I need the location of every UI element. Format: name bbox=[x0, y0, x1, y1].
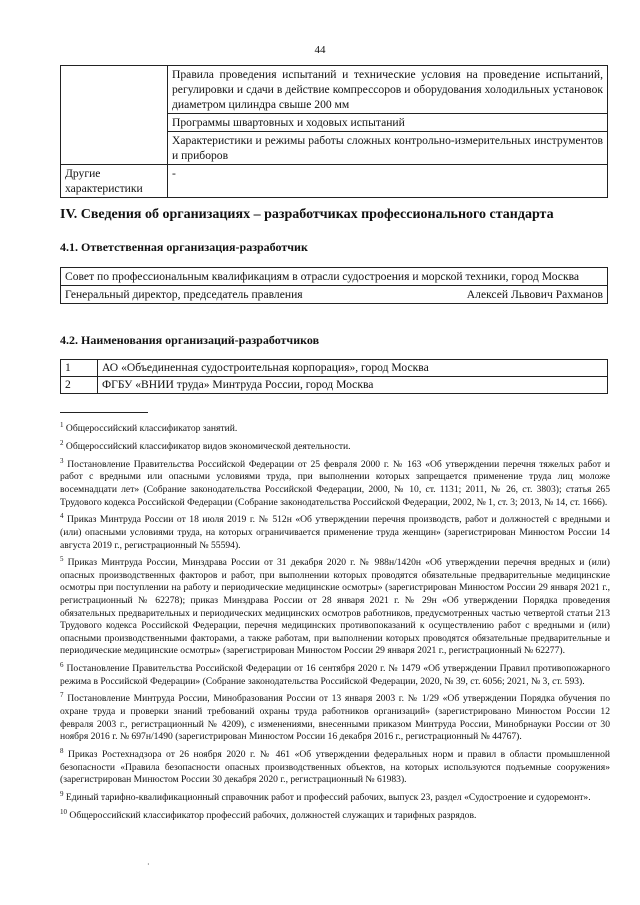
footnote: $^3$ Постановление Правительства Российской Федерации от 25 февраля 2000 г. № 163 «Об утверждении перечня тяжелых работ и работ с вредными или опасными условиями труда, при выполнении которых запрещается применение труда лиц моложе восемнадцати лет» (Собрание законодательства Российской Федерации, 2000, № 10, ст. 1131; 2011, № 26, ст. 3803); статья 265 Трудового кодекса Российской Федерации (Собрание законодательства Российской Федерации, 2002, № 1, ст. 3; 2013, № 14, ст. 1666). bbox=[60, 456, 610, 508]
footnote: $^4$ Приказ Минтруда России от 18 июля 2019 г. № 512н «Об утверждении перечня производств, работ и должностей с вредными и (или) опасными условиями труда, на которых ограничивается применение труда женщин» (зарегистрирован Минюстом России 14 августа 2019 г., регистрационный № 55594). bbox=[60, 512, 610, 551]
footnote: $^{10}$ Общероссийский классификатор профессий рабочих, должностей служащих и тарифных разрядов. bbox=[60, 807, 477, 821]
org-name: АО «Объединенная судостроительная корпорация», город Москва bbox=[98, 360, 608, 377]
developer-orgs-table bbox=[60, 359, 608, 394]
footnote: $^1$ Общероссийский классификатор занятий. bbox=[60, 421, 238, 435]
table-row bbox=[61, 377, 608, 394]
director-name: Алексей Львович Рахманов bbox=[466, 288, 603, 301]
footnote: $^2$ Общероссийский классификатор видов экономической деятельности. bbox=[60, 438, 351, 452]
footnote: $^7$ Постановление Минтруда России, Минобразования России от 13 января 2003 г. № 1/29 «Об утверждении Порядка обучения по охране труда и проверки знаний требований охраны труда работников организаций» (зарегистрировано Минюстом России 12 февраля 2003 г., регистрационный № 4209), с изменениями, внесенными приказом Минтруда России, Минобрнауки России от 30 ноября 2016 г. № 697н/1490 (зарегистрирован Минюстом России 16 декабря 2016 г., регистрационный № 44767). bbox=[60, 691, 610, 743]
footnote: $^9$ Единый тарифно-квалификационный справочник работ и профессий рабочих, выпуск 23, раздел «Судостроение и судоремонт». bbox=[60, 789, 591, 804]
table-cell: Характеристики и режимы работы сложных контрольно-измерительных инструментов и приборов bbox=[168, 132, 608, 165]
empty-cell bbox=[61, 66, 168, 165]
org-name: ФГБУ «ВНИИ труда» Минтруда России, город Москва bbox=[98, 377, 608, 394]
table-row bbox=[61, 286, 608, 304]
other-characteristics-label: Другие характеристики bbox=[61, 165, 168, 198]
page-number: 44 bbox=[314, 44, 326, 56]
section-4-1-heading: 4.1. Ответственная организация-разработчик bbox=[60, 240, 308, 254]
section-title: IV. Сведения об организациях – разработчиках профессионального стандарта bbox=[60, 207, 554, 222]
requirements-table bbox=[60, 65, 608, 198]
org-name: Совет по профессиональным квалификациям в отрасли судостроения и морской техники, город Москва bbox=[61, 268, 608, 286]
table-row bbox=[61, 360, 608, 377]
footnote: $^5$ Приказ Минтруда России, Минздрава России от 31 декабря 2020 г. № 988н/1420н «Об утверждении перечня вредных и (или) опасных производственных факторов и работ, при выполнении которых проводятся обязательные предварительные медицинские осмотры при поступлении на работу и периодические медицинские осмотры» (зарегистрирован Минюстом России 29 января 2021 г., регистрационный № 62278); приказ Минздрава России от 28 января 2021 г. № 29н «Об утверждении Порядка проведения обязательных предварительных и периодических медицинских осмотров работников, предусмотренных частью четвертой статьи 213 Трудового кодекса Российской Федерации, перечня медицинских противопоказаний к осуществлению работ с вредными и (или) опасными производственными факторами, а также работам, при выполнении которых проводятся обязательные предварительные и периодические медицинские осмотры» (зарегистрирован Минюстом России 29 января 2021 г., регистрационный № 62277). bbox=[60, 555, 610, 657]
footnote: $^8$ Приказ Ростехнадзора от 26 ноября 2020 г. № 461 «Об утверждении федеральных норм и правил в области промышленной безопасности «Правила безопасности опасных производственных объектов, на которых используются подъемные сооружения» (зарегистрирован Минюстом России 30 декабря 2020 г., регистрационный № 61983). bbox=[60, 746, 611, 786]
table-cell: Программы швартовных и ходовых испытаний bbox=[168, 114, 608, 132]
table-row bbox=[61, 66, 608, 114]
table-row bbox=[61, 268, 608, 286]
footnotes bbox=[60, 419, 610, 824]
responsible-org-table bbox=[60, 267, 608, 304]
row-number: 1 bbox=[61, 360, 98, 377]
director-position: Генеральный директор, председатель правления bbox=[65, 288, 303, 301]
other-characteristics-value: - bbox=[168, 165, 608, 198]
table-cell: Правила проведения испытаний и технические условия на проведение испытаний, регулировки и сдачи в действие компрессоров и оборудования холодильных установок диаметром цилиндра свыше 200 мм bbox=[168, 66, 608, 114]
scan-mark: · bbox=[147, 860, 150, 869]
director-row bbox=[61, 286, 608, 304]
row-number: 2 bbox=[61, 377, 98, 394]
footnote-separator bbox=[60, 412, 148, 413]
table-row bbox=[61, 165, 608, 198]
section-4-2-heading: 4.2. Наименования организаций-разработчиков bbox=[60, 333, 320, 347]
footnote: $^6$ Постановление Правительства Российской Федерации от 16 сентября 2020 г. № 1479 «Об утверждении Правил противопожарного режима в Российской Федерации» (Собрание законодательства Российской Федерации, 2020, № 39, ст. 6056; 2021, № 3, ст. 593). bbox=[60, 661, 610, 687]
